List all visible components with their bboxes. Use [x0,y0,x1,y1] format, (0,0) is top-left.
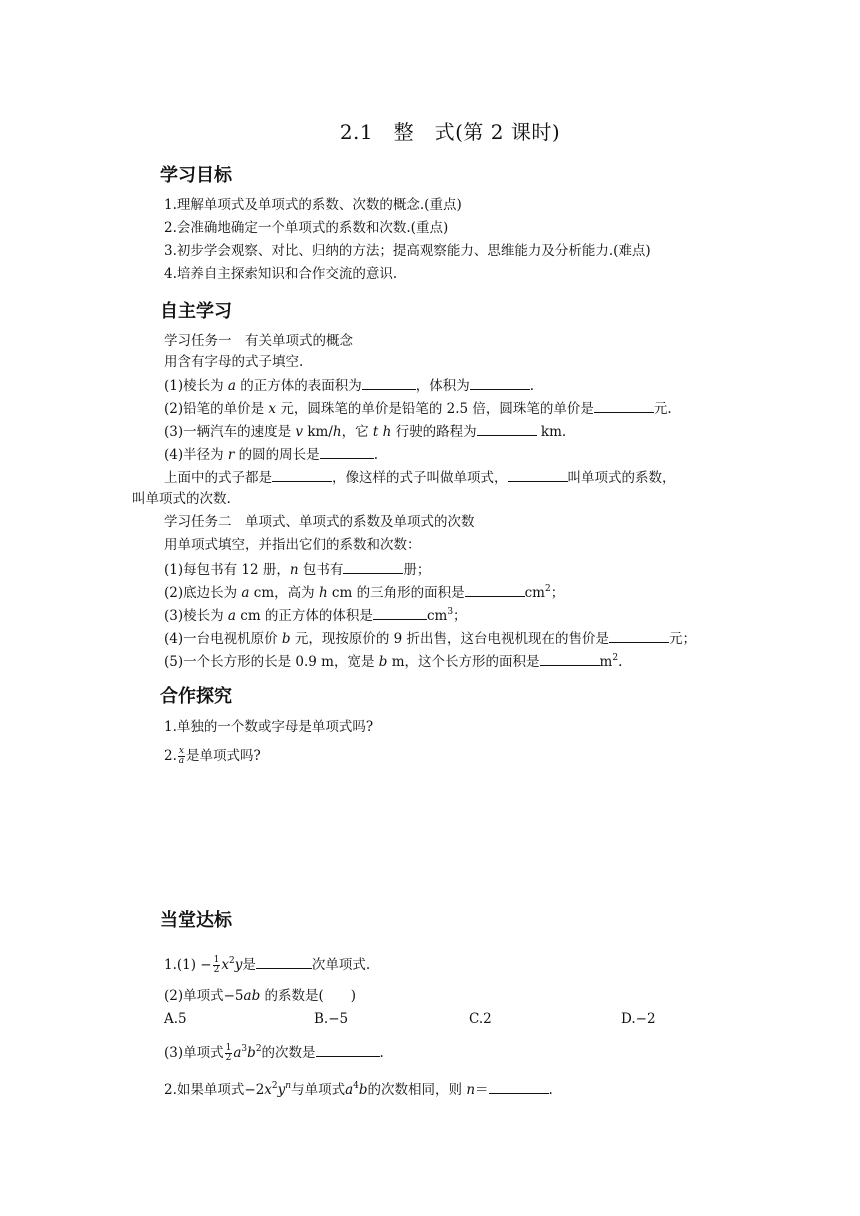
fraction: $\frac{x}{a}$ [178,746,185,766]
task2-question-2: (2)底边长为 a cm，高为 h cm 的三角形的面积是 $cm^2$； [164,584,565,601]
section-heading-practice: 当堂达标 [160,910,232,931]
explore-question-2: 2. $\frac{x}{a}$ 是单项式吗? [164,746,261,766]
section-heading-self-study: 自主学习 [160,301,232,322]
task1-title: 学习任务一 有关单项式的概念 [164,333,353,349]
section-heading-explore: 合作探究 [160,686,232,707]
task1-question-3: (3)一辆汽车的速度是 v km/h，它 t h 行驶的路程为 km. [164,421,566,441]
answer-blank[interactable] [470,375,530,390]
goal-item: 1.理解单项式及单项式的系数、次数的概念.(重点) [164,197,462,213]
section-heading-goals: 学习目标 [160,165,232,186]
option-c[interactable]: C.2 [469,1011,492,1027]
task1-question-1: (1)棱长为 a 的正方体的表面积为 ，体积为 . [164,375,534,395]
page-title: 2.1 整 式(第 2 课时) [339,120,561,144]
goal-item: 4.培养自主探索知识和合作交流的意识. [164,266,398,282]
answer-blank[interactable] [609,628,669,643]
explore-question-1: 1.单独的一个数或字母是单项式吗? [164,719,374,735]
task1-summary: 上面中的式子都是 ，像这样的式子叫做单项式， 叫单项式的系数， [164,467,676,487]
answer-blank[interactable] [540,651,600,666]
answer-blank[interactable] [489,1079,549,1094]
practice-question-2: (2)单项式−5ab 的系数是( ) [164,988,357,1004]
answer-blank[interactable] [373,605,427,620]
option-a[interactable]: A.5 [164,1011,187,1027]
answer-blank[interactable] [320,444,374,459]
answer-blank[interactable] [508,467,568,482]
goal-item: 2.会准确地确定一个单项式的系数和次数.(重点) [164,220,449,236]
task1-question-2: (2)铅笔的单价是 x 元，圆珠笔的单价是铅笔的 2.5 倍，圆珠笔的单价是 元. [164,398,672,418]
answer-blank[interactable] [362,375,416,390]
practice-question-4: 2.如果单项式$-2x^2y^n$与单项式$a^4b$的次数相同，则 n＝ . [164,1081,553,1098]
task2-question-5: (5)一个长方形的长是 0.9 m，宽是 b m，这个长方形的面积是 $m^2$. [164,653,623,670]
answer-blank[interactable] [256,954,312,969]
task1-summary-cont: 叫单项式的次数. [132,491,231,507]
answer-blank[interactable] [343,559,403,574]
task2-title: 学习任务二 单项式、单项式的系数及单项式的次数 [164,514,475,530]
answer-blank[interactable] [594,398,654,413]
fraction: $\frac{1}{2}$ [213,955,220,975]
task2-question-3: (3)棱长为 a cm 的正方体的体积是 $cm^3$； [164,607,467,624]
task2-question-1: (1)每包书有 12 册，n 包书有 册； [164,559,430,579]
task2-question-4: (4)一台电视机原价 b 元，现按原价的 9 折出售，这台电视机现在的售价是 元； [164,628,696,648]
goal-item: 3.初步学会观察、对比、归纳的方法；提高观察能力、思维能力及分析能力.(难点) [164,243,651,259]
answer-blank[interactable] [477,421,537,436]
option-b[interactable]: B.−5 [314,1011,349,1027]
practice-question-1: 1.(1) − $\frac{1}{2}$ $x^2y$是 次单项式. [164,955,371,975]
task1-question-4: (4)半径为 r 的圆的周长是 . [164,444,378,464]
answer-blank[interactable] [272,467,332,482]
answer-blank[interactable] [316,1042,380,1057]
task1-intro: 用含有字母的式子填空. [164,354,304,370]
practice-options [164,1010,771,1028]
practice-question-3: (3)单项式 $\frac{1}{2}$ $a^3b^2$的次数是 . [164,1043,384,1063]
answer-blank[interactable] [465,582,525,597]
task2-intro: 用单项式填空，并指出它们的系数和次数： [164,537,421,553]
option-d[interactable]: D.−2 [621,1011,656,1027]
fraction: $\frac{1}{2}$ [225,1043,232,1063]
